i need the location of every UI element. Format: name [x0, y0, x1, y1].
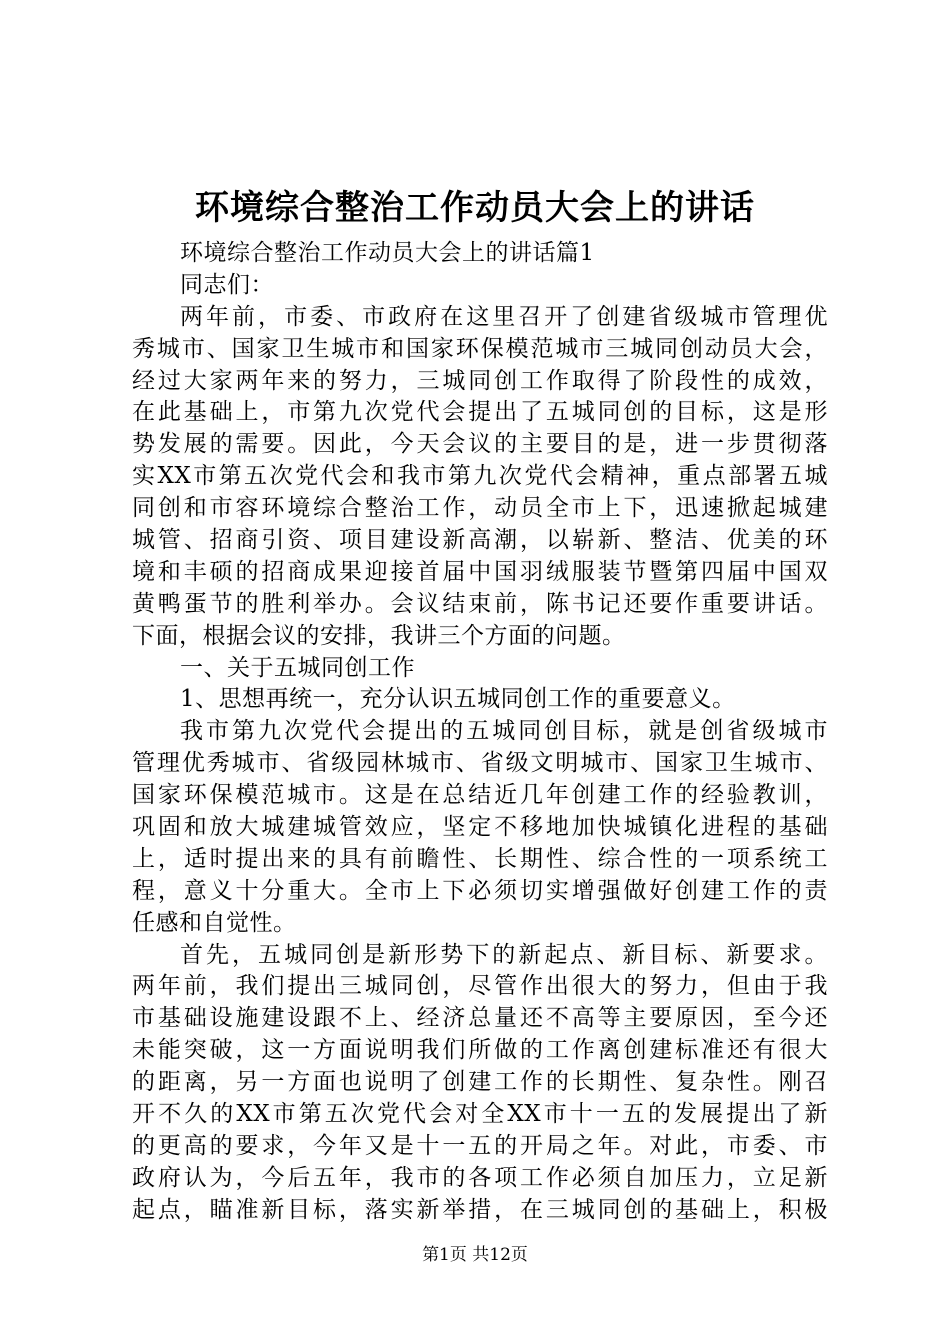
- body-line: 我市第九次党代会提出的五城同创目标，就是创省级城市: [180, 718, 828, 745]
- body-line: 秀城市、国家卫生城市和国家环保模范城市三城同创动员大会，: [132, 335, 828, 362]
- document-title: 环境综合整治工作动员大会上的讲话: [195, 188, 755, 228]
- body-line: 国家环保模范城市。这是在总结近几年创建工作的经验教训，: [132, 782, 828, 809]
- body-line: 首先，五城同创是新形势下的新起点、新目标、新要求。: [180, 941, 828, 968]
- document-body: [132, 238, 828, 1227]
- body-line: 市基础设施建设跟不上、经济总量还不高等主要原因，至今还: [132, 1005, 828, 1032]
- body-line: 环境综合整治工作动员大会上的讲话篇1: [180, 240, 595, 266]
- body-line: 未能突破，这一方面说明我们所做的工作离创建标准还有很大: [132, 1037, 828, 1064]
- body-line: 的距离，另一方面也说明了创建工作的长期性、复杂性。刚召: [132, 1069, 828, 1096]
- body-line: 任感和自觉性。: [132, 909, 297, 936]
- body-line: 政府认为，今后五年，我市的各项工作必须自加压力，立足新: [132, 1164, 828, 1191]
- body-line: 实XX市第五次党代会和我市第九次党代会精神，重点部署五城: [132, 463, 828, 490]
- body-line: 下面，根据会议的安排，我讲三个方面的问题。: [132, 622, 626, 649]
- body-line: 的更高的要求，今年又是十一五的开局之年。对此，市委、市: [132, 1132, 828, 1159]
- body-line: 起点，瞄准新目标，落实新举措，在三城同创的基础上，积极: [132, 1196, 828, 1223]
- body-line: 开不久的XX市第五次党代会对全XX市十一五的发展提出了新: [132, 1101, 828, 1128]
- body-line: 同创和市容环境综合整治工作，动员全市上下，迅速掀起城建: [132, 495, 828, 522]
- body-line: 一、关于五城同创工作: [180, 654, 415, 681]
- body-line: 城管、招商引资、项目建设新高潮，以崭新、整洁、优美的环: [132, 527, 828, 554]
- body-line: 两年前，市委、市政府在这里召开了创建省级城市管理优: [180, 303, 828, 330]
- body-line: 程，意义十分重大。全市上下必须切实增强做好创建工作的责: [132, 877, 828, 904]
- body-line: 管理优秀城市、省级园林城市、省级文明城市、国家卫生城市、: [132, 750, 828, 777]
- page-footer: 第1页 共12页: [422, 1245, 528, 1265]
- body-line: 在此基础上，市第九次党代会提出了五城同创的目标，这是形: [132, 399, 828, 426]
- body-line: 巩固和放大城建城管效应，坚定不移地加快城镇化进程的基础: [132, 814, 828, 841]
- body-line: 同志们：: [180, 271, 274, 298]
- body-line: 黄鸭蛋节的胜利举办。会议结束前，陈书记还要作重要讲话。: [132, 590, 828, 617]
- body-line: 境和丰硕的招商成果迎接首届中国羽绒服装节暨第四届中国双: [132, 558, 828, 585]
- body-line: 势发展的需要。因此，今天会议的主要目的是，进一步贯彻落: [132, 431, 828, 458]
- body-line: 1、思想再统一，充分认识五城同创工作的重要意义。: [180, 686, 736, 713]
- body-line: 上，适时提出来的具有前瞻性、长期性、综合性的一项系统工: [132, 845, 828, 872]
- body-line: 经过大家两年来的努力，三城同创工作取得了阶段性的成效，: [132, 367, 828, 394]
- body-line: 两年前，我们提出三城同创，尽管作出很大的努力，但由于我: [132, 973, 828, 1000]
